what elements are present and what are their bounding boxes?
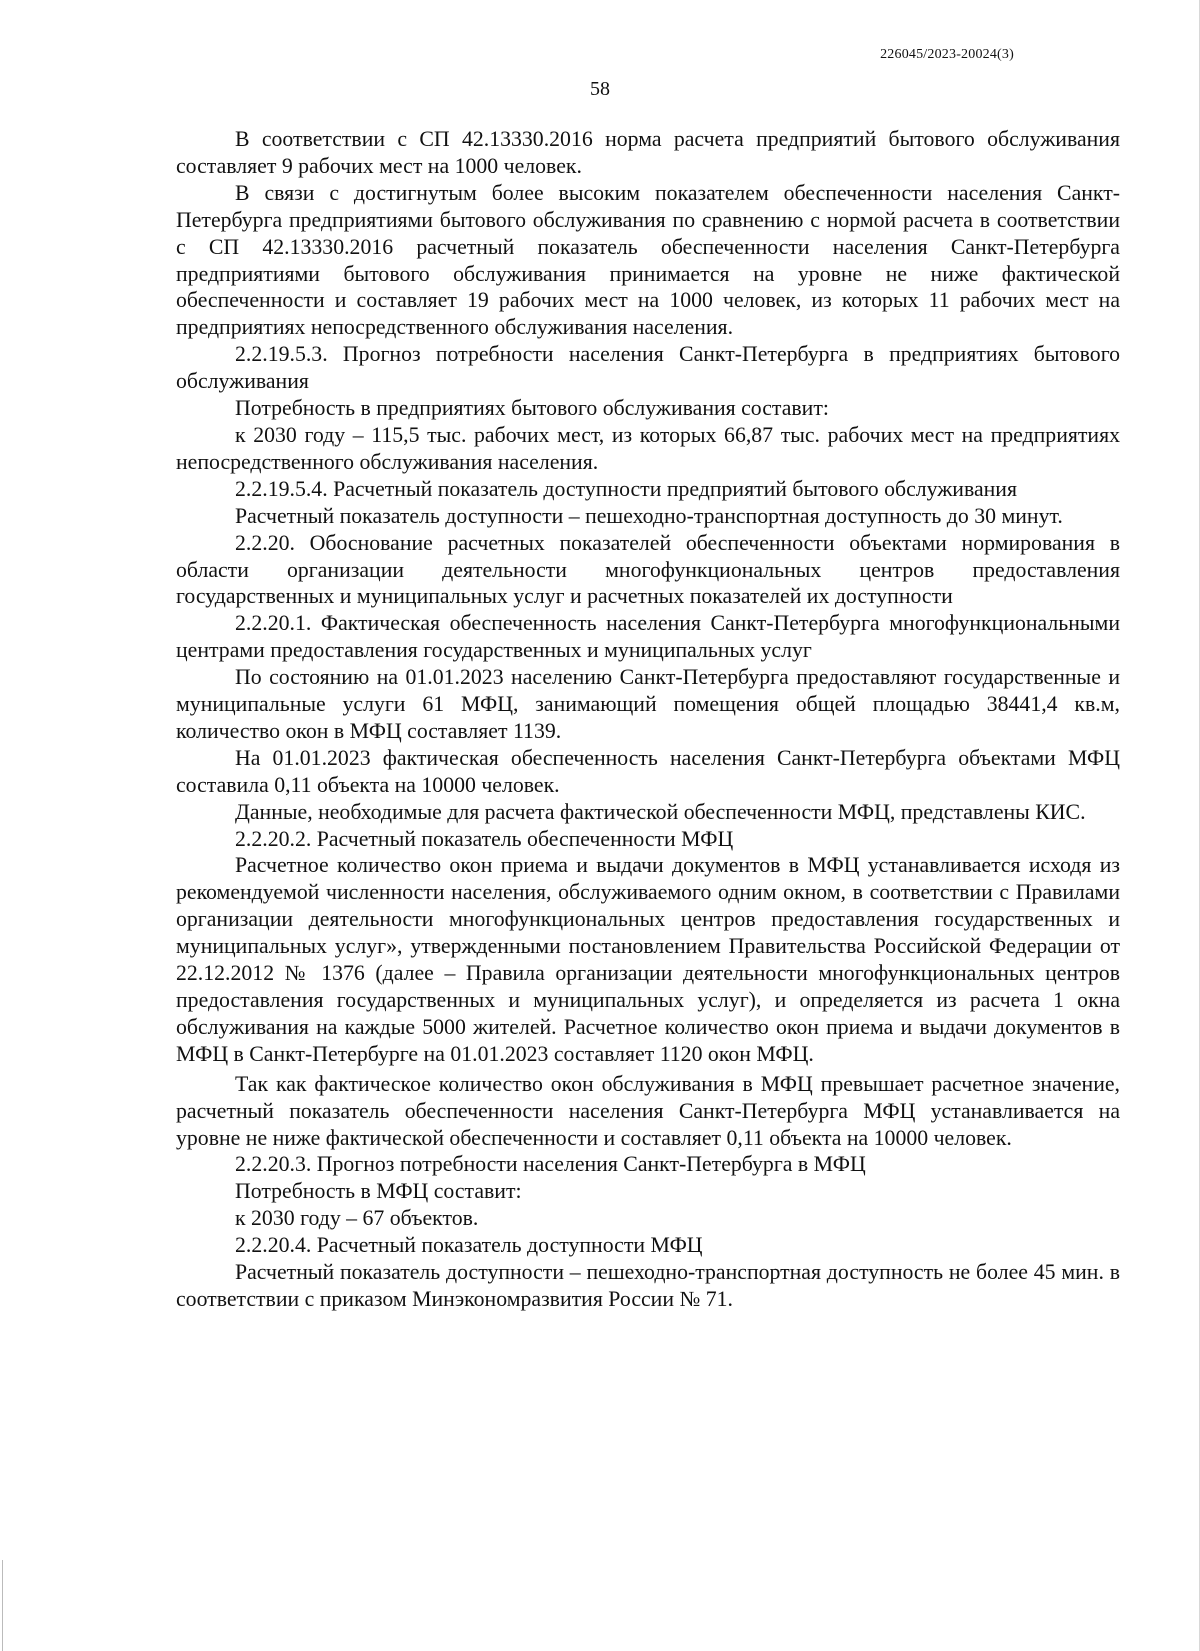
paragraph-norm-sp: В соответствии с СП 42.13330.2016 норма расчета предприятий бытового обслуживания составляет 9 рабочих мест на 1000 человек.: [176, 127, 1120, 178]
section-heading-2-2-20-1: 2.2.20.1. Фактическая обеспеченность населения Санкт-Петербурга многофункциональными центрами предоставления государственных и муниципальных услуг: [176, 611, 1120, 663]
paragraph-mfc-accessibility: Расчетный показатель доступности – пешеходно-транспортная доступность не более 45 мин. в соответствии с приказом Минэкономразвития России № 71.: [176, 1260, 1120, 1311]
section-heading-2-2-20-4: 2.2.20.4. Расчетный показатель доступности МФЦ: [235, 1233, 703, 1258]
paragraph-mfc-actual-provision: На 01.01.2023 фактическая обеспеченность населения Санкт-Петербурга объектами МФЦ составила 0,11 объекта на 10000 человек.: [176, 745, 1120, 797]
paragraph-mfc-window-calculation: Расчетное количество окон приема и выдачи документов в МФЦ устанавливается исходя из рекомендуемой численности населения, обслуживаемого одним окном, в соответствии с Правилами организации деятельности многофункциональных центров предоставления государственных и муниципальных услуг», утвержденными постановлением Правительства Российской Федерации от 22.12.2012 № 1376 (далее – Правила организации деятельности многофункциональных центров предоставления государственных и муниципальных услуг), и определяется из расчета 1 окна обслуживания на каждые 5000 жителей. Расчетное количество окон приема и выдачи документов в МФЦ в Санкт-Петербурге на 01.01.2023 составляет 1120 окон МФЦ.: [176, 853, 1120, 1066]
section-heading-2-2-19-5-3: 2.2.19.5.3. Прогноз потребности населения Санкт-Петербурга в предприятиях бытового обслуживания: [176, 342, 1120, 394]
scan-border-left: [2, 1560, 3, 1651]
section-heading-2-2-20-3: 2.2.20.3. Прогноз потребности населения Санкт-Петербурга в МФЦ: [235, 1152, 866, 1177]
paragraph-demand-2030: к 2030 году – 115,5 тыс. рабочих мест, из которых 66,87 тыс. рабочих мест на предприятиях непосредственного обслуживания населения.: [176, 422, 1120, 474]
document-registration-number: 226045/2023-20024(3): [880, 47, 1014, 62]
paragraph-accessibility-30min: Расчетный показатель доступности – пешеходно-транспортная доступность до 30 минут.: [235, 503, 1063, 528]
section-heading-2-2-20-2: 2.2.20.2. Расчетный показатель обеспеченности МФЦ: [235, 826, 734, 851]
page-number: 58: [590, 78, 610, 100]
section-heading-2-2-20: 2.2.20. Обоснование расчетных показателей обеспеченности объектами нормирования в области организации деятельности многофункциональных центров предоставления государственных и муниципальных услуг и расчетных показателей их доступности: [176, 530, 1120, 609]
paragraph-mfc-data-source: Данные, необходимые для расчета фактической обеспеченности МФЦ, представлены КИС.: [235, 799, 1086, 824]
paragraph-demand-intro: Потребность в предприятиях бытового обслуживания составит:: [235, 396, 829, 421]
section-heading-2-2-19-5-4: 2.2.19.5.4. Расчетный показатель доступности предприятий бытового обслуживания: [235, 476, 1017, 501]
paragraph-mfc-demand-intro: Потребность в МФЦ составит:: [235, 1179, 522, 1204]
paragraph-mfc-indicator-level: Так как фактическое количество окон обслуживания в МФЦ превышает расчетное значение, расчетный показатель обеспеченности населения Санкт-Петербурга МФЦ устанавливается на уровне не ниже фактической обеспеченности и составляет 0,11 объекта на 10000 человек.: [176, 1071, 1120, 1150]
paragraph-mfc-status: По состоянию на 01.01.2023 населению Санкт-Петербурга предоставляют государственные и муниципальные услуги 61 МФЦ, занимающий помещения общей площадью 38441,4 кв.м, количество окон в МФЦ составляет 1139.: [176, 665, 1120, 743]
paragraph-mfc-demand-2030: к 2030 году – 67 объектов.: [235, 1206, 479, 1231]
paragraph-provision-indicator: В связи с достигнутым более высоким показателем обеспеченности населения Санкт-Петербурга предприятиями бытового обслуживания по сравнению с нормой расчета в соответствии с СП 42.13330.2016 расчетный показатель обеспеченности населения Санкт-Петербурга предприятиями бытового обслуживания принимается на уровне не ниже фактической обеспеченности и составляет 19 рабочих мест на 1000 человек, из которых 11 рабочих мест на предприятиях непосредственного обслуживания населения.: [176, 180, 1120, 340]
document-body: [176, 126, 1120, 1313]
